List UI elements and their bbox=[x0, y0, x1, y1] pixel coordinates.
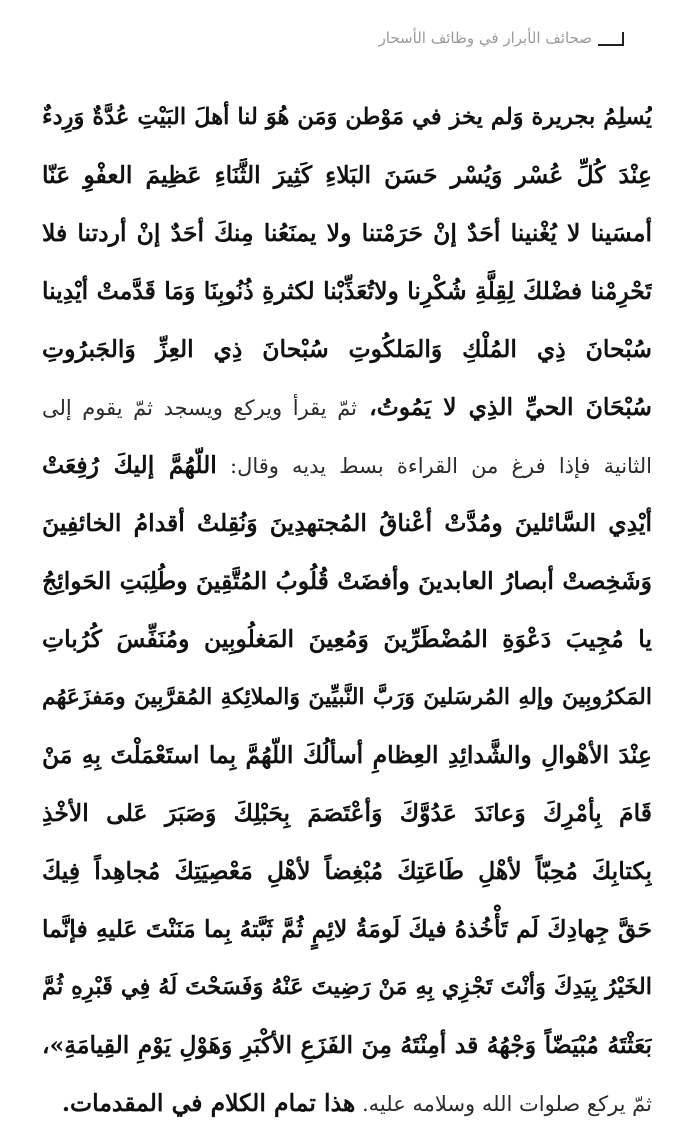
running-title: صحائف الأبرار في وظائف الأسحار bbox=[378, 29, 592, 47]
text-segment: قَامَ بِأمْرِكَ وَعانَدَ عَدُوَّكَ وَأعْتَصَمَ بِحَبْلِكَ وَصَبَرَ عَلى الأخْذِ bbox=[42, 799, 652, 827]
text-line bbox=[42, 436, 652, 494]
text-segment: أيْدِي السَّائلينَ ومُدَّتْ أعْناقُ المُجتهدِينَ وَنُقِلتْ أقدامُ الخائفِينَ bbox=[42, 509, 652, 537]
text-segment: يُسلِمُ بجريرة وَلم يخز في مَوْطن وَمَن هُوَ لنا أهلَ البَيْتِ عُدَّةٌ وَرِدءٌ bbox=[42, 104, 652, 130]
text-segment: يا مُجِيبَ دَعْوَةِ المُضْطَرِّينَ وَمُعِينَ المَغلُوبِين ومُنَفِّسَ كُرُباتِ bbox=[42, 625, 652, 653]
text-segment: سُبْحَانَ الحيِّ الذِي لا يَمُوتُ، bbox=[357, 393, 652, 421]
running-header bbox=[379, 30, 624, 46]
text-line bbox=[42, 668, 652, 726]
text-segment: المَكرُوبِينَ وإلهِ المُرسَلينَ وَرَبَّ النَّبيِّينَ وَالملائِكةِ المُقرَّبِينَ ومَفزَعَهُم bbox=[42, 684, 652, 710]
text-line bbox=[42, 784, 652, 842]
text-line bbox=[42, 146, 652, 204]
text-segment: هذا تمام الكلام في المقدمات. bbox=[61, 1089, 356, 1117]
text-segment: وَشَخِصتْ أبصارُ العابدينَ وأفضَتْ قُلُوبُ المُتَّقِينَ وطُلِبَتِ الحَوائِجُ bbox=[42, 567, 652, 595]
text-line bbox=[42, 726, 652, 784]
text-segment: حَقَّ جِهادِكَ لَم تَأْخُذهُ فيكَ لَومَةُ لائِمٍ ثُمَّ ثَبَّتهُ بِما مَنَنْتَ عَليهِ فإنَّما bbox=[42, 915, 652, 943]
text-line bbox=[42, 204, 652, 262]
text-segment: الخَيْرُ بِيَدِكَ وَأنْتَ تَجْزِي بِهِ مَنْ رَضِيتَ عَنْهُ وَفَسَحْتَ لَهُ فِي قَبْرِهِ ثُمَّ bbox=[42, 974, 652, 1000]
text-line bbox=[42, 262, 652, 320]
text-line bbox=[42, 320, 652, 378]
text-segment: بَعَثْتَهُ مُبْيَضّاً وَجْهُهُ قد أمِنْتَهُ مِنَ الفَزَعِ الأكْبَرِ وَهَوْلِ يَوْمِ القِيامَةِ»، bbox=[42, 1031, 652, 1059]
text-line bbox=[42, 494, 652, 552]
text-line bbox=[42, 1074, 652, 1132]
text-segment: أمسَينا لا يُغْنينا أحَدٌ إنْ حَرَمْتنا ولا يمنَعُنا مِنكَ أحَدٌ إنْ أردتنا فلا bbox=[42, 219, 652, 247]
text-segment: اللّهُمَّ إليكَ رُفِعَتْ bbox=[42, 451, 217, 479]
text-segment: ثمّ يقرأ ويركع ويسجد ثمّ يقوم إلى bbox=[42, 396, 358, 420]
text-segment: الثانية فإذا فرغ من القراءة بسط يديه وقال: bbox=[216, 454, 652, 478]
text-line bbox=[42, 958, 652, 1016]
text-line bbox=[42, 88, 652, 146]
text-line bbox=[42, 610, 652, 668]
text-line bbox=[42, 1016, 652, 1074]
text-line bbox=[42, 552, 652, 610]
header-corner-rule bbox=[598, 32, 624, 46]
text-segment: بِكتابِكَ مُحِبّاً لأهْلِ طَاعَتِكَ مُبْغِضاً لأهْلِ مَعْصِيَتِكَ مُجاهِداً فِيكَ bbox=[42, 857, 652, 885]
text-line bbox=[42, 900, 652, 958]
text-segment: سُبْحانَ ذِي المُلْكِ وَالمَلكُوتِ سُبْحانَ ذِي العِزِّ وَالجَبرُوتِ bbox=[42, 335, 652, 363]
text-segment: عِنْدَ الأهْوالِ والشَّدائِدِ العِظامِ أسألُكَ اللّهُمَّ بِما استَعْمَلْتَ بِهِ مَنْ bbox=[42, 741, 652, 769]
page-body bbox=[42, 88, 652, 1132]
text-line bbox=[42, 842, 652, 900]
text-line bbox=[42, 378, 652, 436]
text-segment: عِنْدَ كُلِّ عُسْر وَيُسْر حَسَنَ البَلاءِ كَثِيرَ الثَّنَاءِ عَظِيمَ العفْوِ عَنّا bbox=[42, 161, 652, 189]
text-segment: تَحْرِمْنا فضْلكَ لِقِلَّةِ شُكْرِنا ولاتُعَذِّبْنا لكثرةِ ذُنُوبِنَا وَمَا قَدَّمتْ أيْدِينا bbox=[42, 277, 652, 305]
text-segment: ثمّ يركع صلوات الله وسلامه عليه. bbox=[355, 1092, 652, 1116]
